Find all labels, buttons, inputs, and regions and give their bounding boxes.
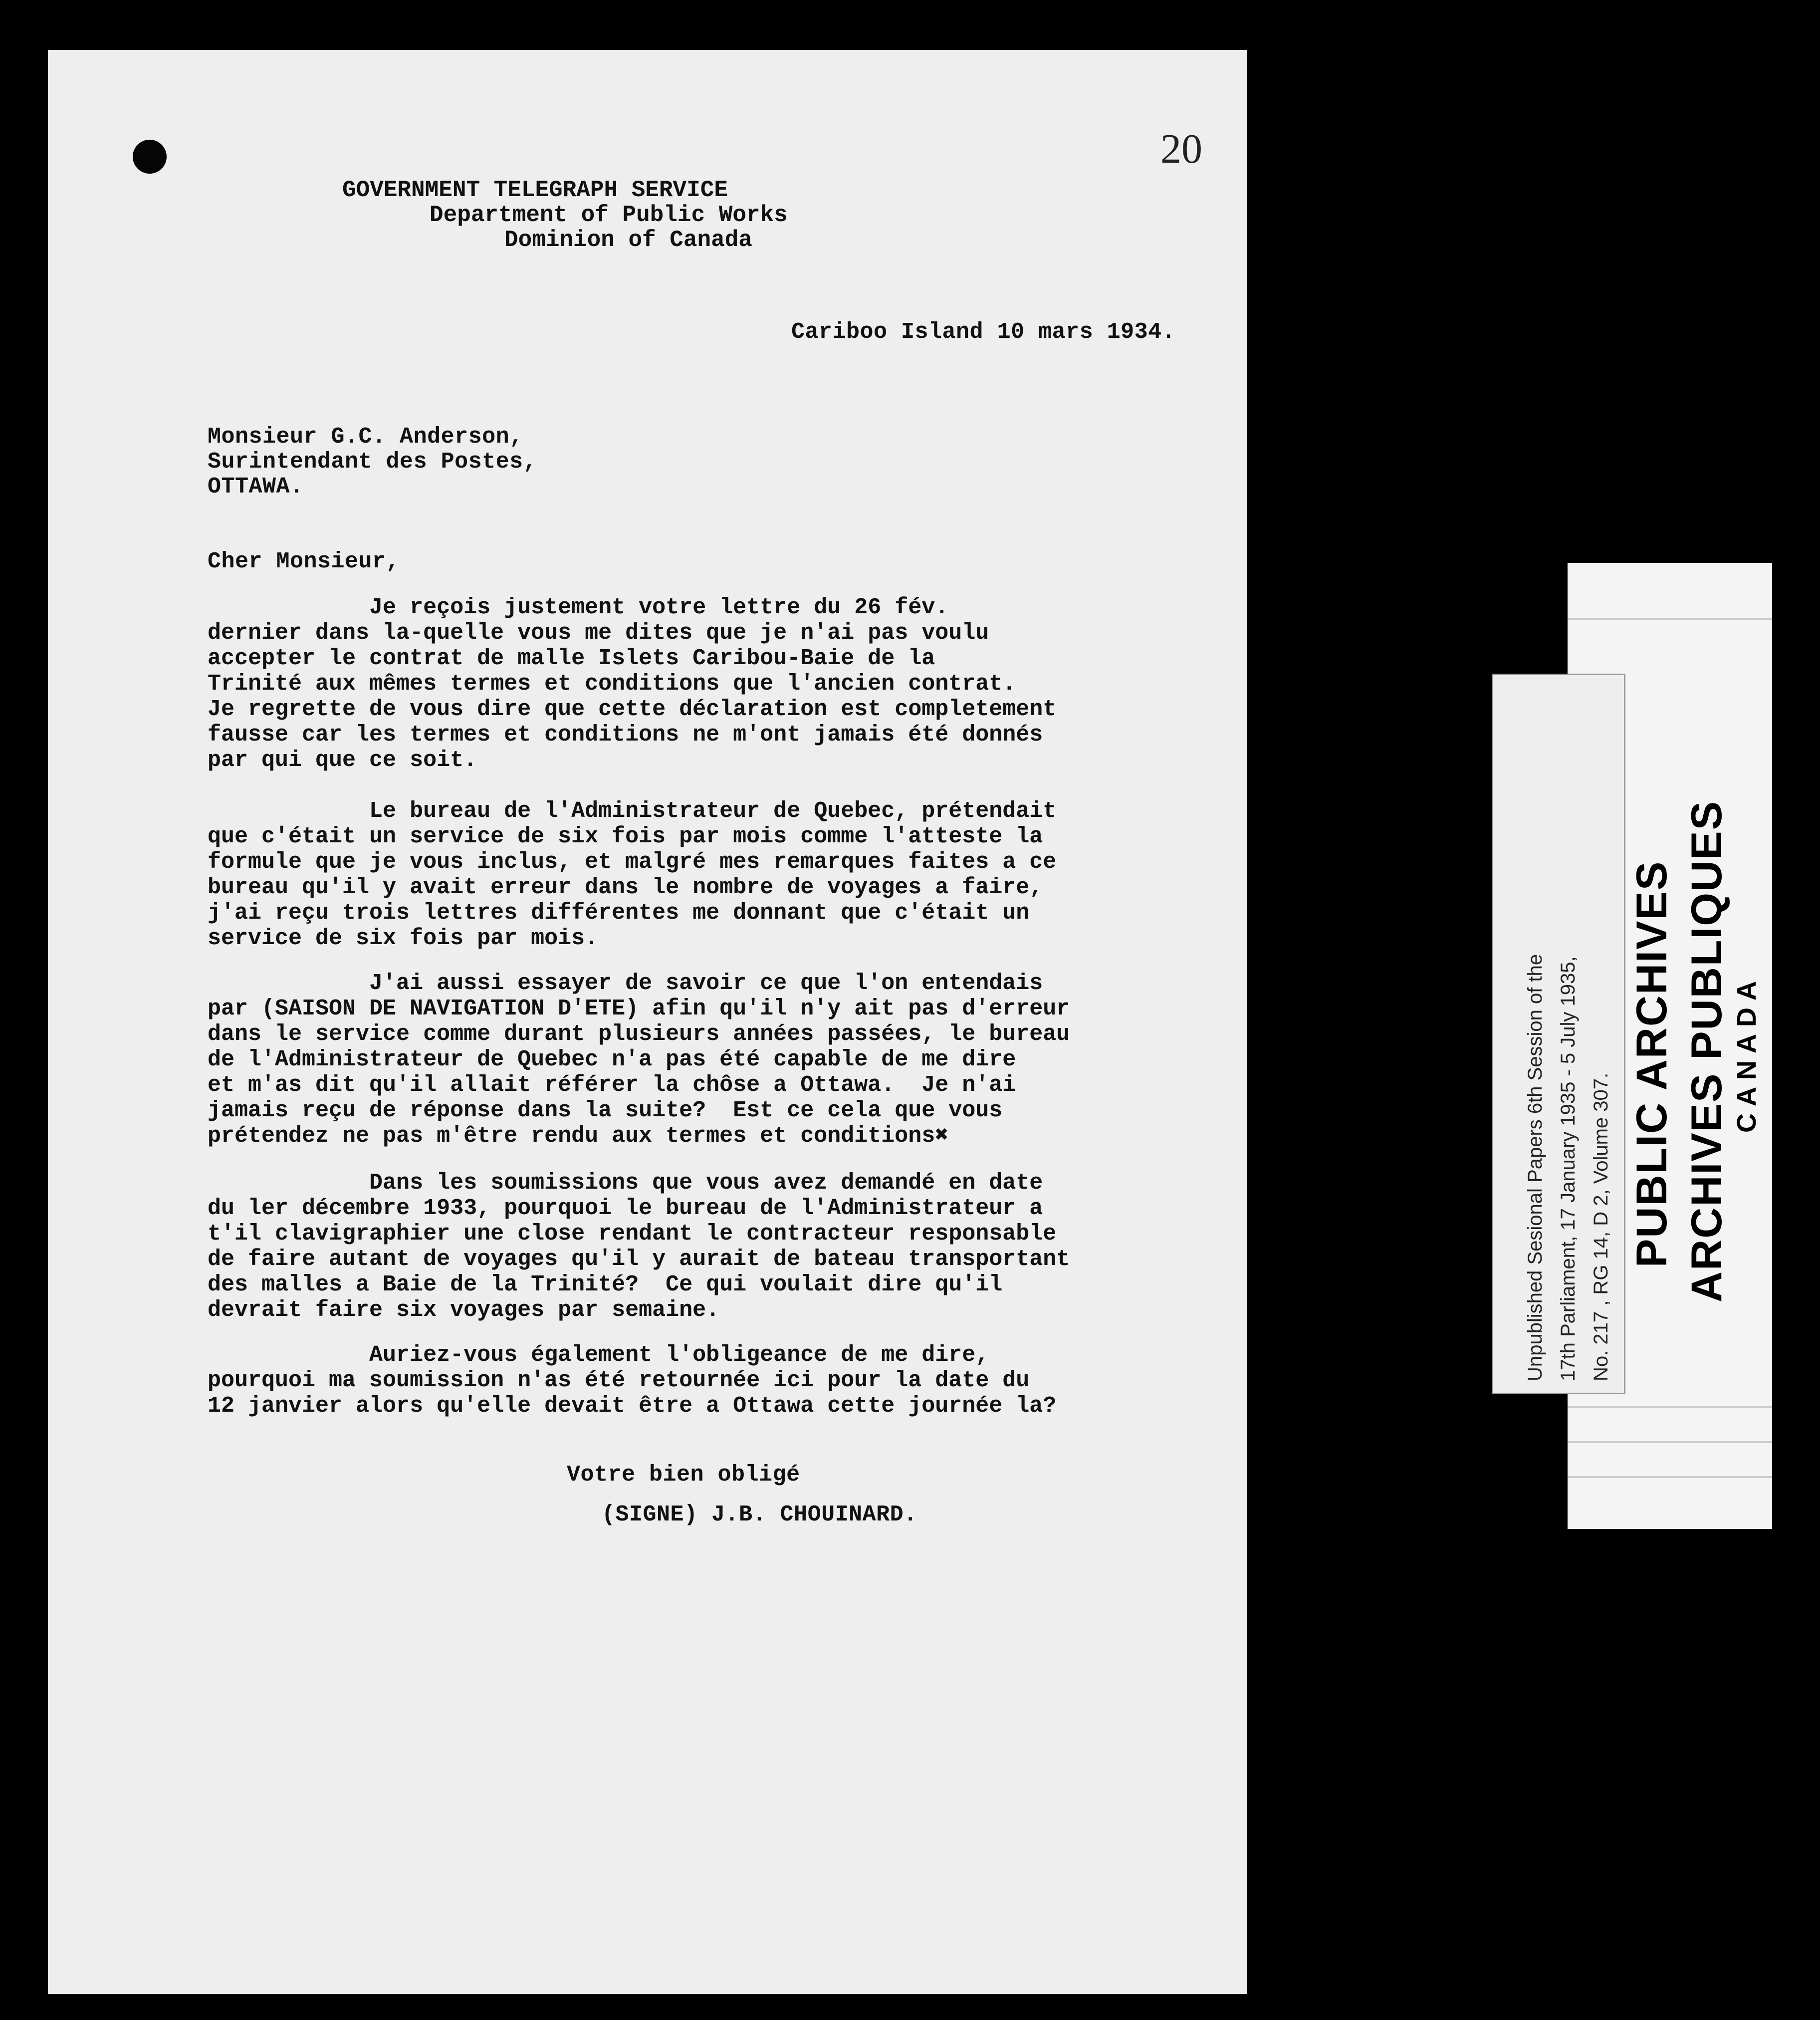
archive-label-line-2: 17th Parliament, 17 January 1935 - 5 July 1935, — [1557, 956, 1579, 1381]
letterhead-service: GOVERNMENT TELEGRAPH SERVICE — [342, 177, 728, 203]
text-line: service de six fois par mois. — [208, 926, 599, 951]
recipient-title: Surintendant des Postes, — [208, 449, 537, 475]
page-number: 20 — [1160, 126, 1202, 172]
text-line: formule que je vous inclus, et malgré mes remarques faites a ce — [208, 849, 1057, 875]
text-line: pourquoi ma soumission n'as été retournée ici pour la date du — [208, 1368, 1030, 1393]
text-line: Dans les soumissions que vous avez demandé en date — [208, 1170, 1043, 1196]
archive-label-line-3: No. 217 , RG 14, D 2, Volume 307. — [1590, 1072, 1612, 1381]
archive-label-line-1: Unpublished Sesional Papers 6th Session of the — [1524, 954, 1546, 1381]
text-line: bureau qu'il y avait erreur dans le nombre de voyages a faire, — [208, 875, 1043, 900]
paragraph-5 — [208, 1342, 1225, 1419]
text-line: et m'as dit qu'il allait référer la chôse a Ottawa. Je n'ai — [208, 1072, 1016, 1098]
text-line: accepter le contrat de malle Islets Caribou-Baie de la — [208, 646, 935, 671]
text-line: Le bureau de l'Administrateur de Quebec, prétendait — [208, 798, 1057, 824]
paragraph-3 — [208, 971, 1225, 1149]
divider — [1568, 618, 1772, 620]
text-line: par (SAISON DE NAVIGATION D'ETE) afin qu'il n'y ait pas d'erreur — [208, 996, 1070, 1021]
letter-page — [48, 50, 1247, 1994]
text-line: de faire autant de voyages qu'il y aurait de bateau transportant — [208, 1247, 1070, 1272]
closing: Votre bien obligé — [567, 1462, 800, 1488]
text-line: 12 janvier alors qu'elle devait être a Ottawa cette journée la? — [208, 1393, 1057, 1419]
paragraph-4 — [208, 1170, 1225, 1323]
text-line: t'il clavigraphier une close rendant le contracteur responsable — [208, 1221, 1057, 1247]
date-line: Cariboo Island 10 mars 1934. — [791, 319, 1176, 345]
text-line: dans le service comme durant plusieurs années passées, le bureau — [208, 1021, 1070, 1047]
text-line: fausse car les termes et conditions ne m'ont jamais été donnés — [208, 722, 1043, 748]
text-line: jamais reçu de réponse dans la suite? Est ce cela que vous — [208, 1098, 1003, 1123]
text-line: Je reçois justement votre lettre du 26 fév. — [208, 595, 949, 620]
signature: (SIGNE) J.B. CHOUINARD. — [602, 1502, 917, 1527]
archive-stamp-canada: CANADA — [1732, 974, 1762, 1133]
punch-hole — [133, 140, 167, 174]
salutation: Cher Monsieur, — [208, 549, 400, 574]
divider — [1568, 1406, 1772, 1408]
divider — [1568, 1441, 1772, 1443]
text-line: dernier dans la-quelle vous me dites que je n'ai pas voulu — [208, 620, 989, 646]
text-line: prétendez ne pas m'être rendu aux termes et conditions✖ — [208, 1123, 949, 1149]
archive-stamp-public-archives: PUBLIC ARCHIVES — [1628, 860, 1676, 1267]
text-line: Je regrette de vous dire que cette déclaration est completement — [208, 697, 1057, 722]
recipient-city: OTTAWA. — [208, 474, 304, 500]
text-line: J'ai aussi essayer de savoir ce que l'on entendais — [208, 971, 1043, 996]
paragraph-1 — [208, 595, 1225, 773]
text-line: par qui que ce soit. — [208, 748, 477, 773]
paragraph-2 — [208, 798, 1225, 951]
text-line: de l'Administrateur de Quebec n'a pas été capable de me dire — [208, 1047, 1016, 1072]
recipient-name: Monsieur G.C. Anderson, — [208, 424, 523, 450]
text-line: du ler décembre 1933, pourquoi le bureau de l'Administrateur a — [208, 1196, 1043, 1221]
archive-stamp-archives-publiques: ARCHIVES PUBLIQUES — [1683, 800, 1731, 1302]
text-line: j'ai reçu trois lettres différentes me donnant que c'était un — [208, 900, 1030, 926]
text-line: Trinité aux mêmes termes et conditions que l'ancien contrat. — [208, 671, 1016, 697]
divider — [1568, 1476, 1772, 1478]
letterhead-department: Department of Public Works — [430, 202, 788, 228]
archive-reference-label — [1492, 674, 1625, 1394]
text-line: que c'était un service de six fois par mois comme l'atteste la — [208, 824, 1043, 849]
text-line: des malles a Baie de la Trinité? Ce qui voulait dire qu'il — [208, 1272, 1003, 1297]
letterhead-dominion: Dominion of Canada — [504, 227, 752, 253]
text-line: Auriez-vous également l'obligeance de me dire, — [208, 1342, 989, 1368]
text-line: devrait faire six voyages par semaine. — [208, 1297, 720, 1323]
